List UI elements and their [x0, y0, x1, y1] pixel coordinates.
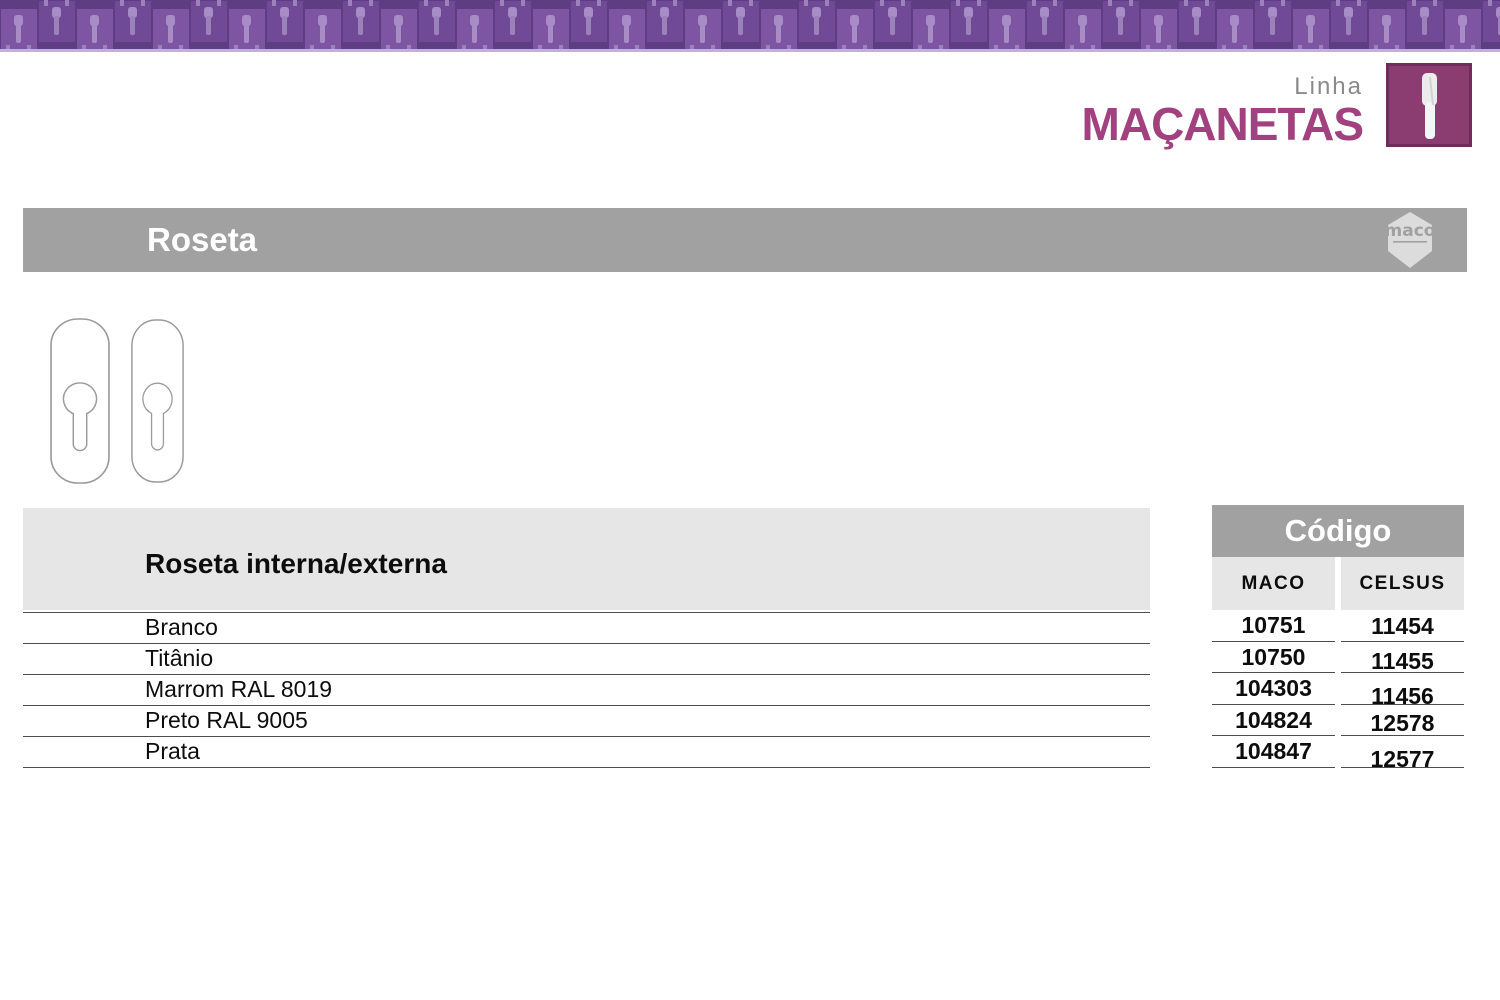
- codes-column-header: MACO: [1212, 557, 1335, 610]
- finishes-table: [23, 612, 1150, 768]
- brand-line-label: Linha: [1294, 73, 1363, 100]
- codes-table: [1212, 505, 1464, 772]
- section-title: Roseta: [147, 221, 258, 258]
- codes-column-maco: [1212, 557, 1335, 768]
- code-cell: 11456: [1341, 673, 1464, 705]
- code-cell: 11455: [1341, 642, 1464, 674]
- door-handle-icon: [1386, 63, 1472, 147]
- finish-row: Preto RAL 9005: [23, 706, 1150, 737]
- code-cell: 104303: [1212, 673, 1335, 705]
- rosette-plate-drawing: [50, 318, 110, 484]
- brand-title: MAÇANETAS: [1081, 98, 1363, 151]
- code-cell: 11454: [1341, 610, 1464, 642]
- finish-row: Branco: [23, 613, 1150, 644]
- brand-header: [1082, 74, 1363, 149]
- decorative-pattern-band: [0, 0, 1500, 52]
- code-cell: 12577: [1341, 736, 1464, 768]
- codes-table-title: Código: [1212, 505, 1464, 557]
- code-cell: 10750: [1212, 642, 1335, 674]
- door-handle-tiles-pattern: [0, 0, 1500, 52]
- codes-column-celsus: [1341, 557, 1464, 772]
- maco-logo-icon: [1385, 212, 1435, 268]
- code-cell: 104824: [1212, 705, 1335, 737]
- code-cell: 10751: [1212, 610, 1335, 642]
- section-banner: [23, 208, 1467, 272]
- finish-row: Prata: [23, 737, 1150, 768]
- finishes-table-title: Roseta interna/externa: [145, 548, 447, 579]
- svg-text:maco: maco: [1385, 221, 1435, 241]
- finish-row: Titânio: [23, 644, 1150, 675]
- code-cell: 12578: [1341, 705, 1464, 737]
- rosette-plate-drawing: [131, 319, 184, 483]
- finish-row: Marrom RAL 8019: [23, 675, 1150, 706]
- finishes-table-header: [23, 508, 1150, 610]
- codes-column-header: CELSUS: [1341, 557, 1464, 610]
- code-cell: 104847: [1212, 736, 1335, 768]
